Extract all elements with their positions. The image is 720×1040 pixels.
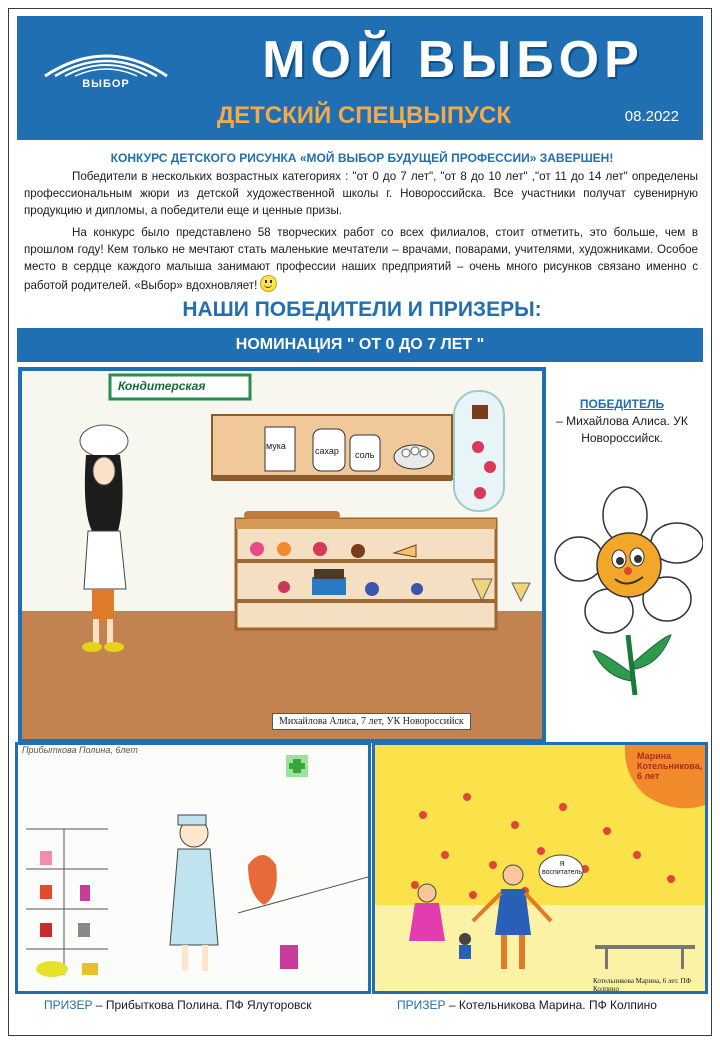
winner-drawing	[18, 367, 546, 743]
winner-text: – Михайлова Алиса. УК Новороссийск.	[556, 414, 688, 445]
winner-info	[548, 396, 696, 447]
jar-label-2: сахар	[315, 446, 339, 456]
right-drawing-title: Марина Котельникова, 6 лет	[637, 751, 703, 781]
logo-arc-icon	[39, 42, 173, 82]
doctor-drawing	[18, 745, 368, 991]
prize-caption-left	[44, 998, 312, 1012]
flower-icon	[553, 485, 703, 703]
speech-bubble: Я воспитатель	[541, 861, 583, 876]
smiley-icon	[260, 275, 277, 292]
article-headline: КОНКУРС ДЕТСКОГО РИСУНКА «МОЙ ВЫБОР БУДУЩЕЙ ПРОФЕССИИ» ЗАВЕРШЕН!	[110, 151, 614, 165]
prize-drawing-right	[372, 742, 708, 994]
teacher-drawing	[375, 745, 705, 991]
article-paragraph-1: Победители в нескольких возрастных категориях : "от 0 до 7 лет", "от 8 до 10 лет" ,"от 11 до 14 лет" определены профессиональным жюри из детской художественной школы г. Новороссийска. Все участники получат сувенирную продукцию и дипломы, а победители еще и ценные призы.	[24, 170, 698, 217]
winner-label: ПОБЕДИТЕЛЬ	[579, 397, 665, 411]
article-paragraph-2-text: На конкурс было представлено 58 творческих работ со всех филиалов, стоит отметить, это больше, чем в прошлом году! Кем только не мечтают стать маленькие мечтатели – врачами, поварами, учителями, художниками. Особое место в сердце каждого малыша занимают профессии наших предприятий – очень много рисунков связано именно с работой родителей. «Выбор» вдохновляет!	[24, 226, 698, 292]
vybor-logo	[39, 42, 173, 102]
left-drawing-note: Прибыткова Полина, 6лет	[22, 745, 138, 755]
right-drawing-caption: Котельникова Марина, 6 лет. ПФ Колпино	[593, 977, 692, 993]
prize-caption-right	[397, 998, 657, 1012]
prize-text-right: – Котельникова Марина. ПФ Колпино	[448, 998, 657, 1012]
masthead	[17, 16, 703, 140]
issue-subtitle: ДЕТСКИЙ СПЕЦВЫПУСК	[217, 102, 512, 129]
drawing-sign: Кондитерская	[118, 379, 206, 393]
article-paragraph-2	[24, 224, 698, 294]
prize-label-right: ПРИЗЕР	[397, 998, 446, 1012]
jar-label-1: мука	[266, 441, 286, 451]
prize-drawing-left	[15, 742, 371, 994]
prize-label-left: ПРИЗЕР	[44, 998, 93, 1012]
jar-label-3: соль	[355, 450, 375, 460]
winner-drawing-caption: Михайлова Алиса, 7 лет, УК Новороссийск	[272, 713, 471, 730]
confectionery-drawing	[22, 371, 542, 739]
winners-title: НАШИ ПОБЕДИТЕЛИ И ПРИЗЕРЫ:	[182, 298, 542, 321]
issue-date: 08.2022	[624, 108, 679, 125]
nomination-bar: НОМИНАЦИЯ " ОТ 0 ДО 7 ЛЕТ "	[17, 328, 703, 362]
brand-title: МОЙ ВЫБОР	[262, 31, 644, 89]
logo-text: ВЫБОР	[82, 78, 130, 90]
prize-text-left: – Прибыткова Полина. ПФ Ялуторовск	[92, 998, 312, 1012]
